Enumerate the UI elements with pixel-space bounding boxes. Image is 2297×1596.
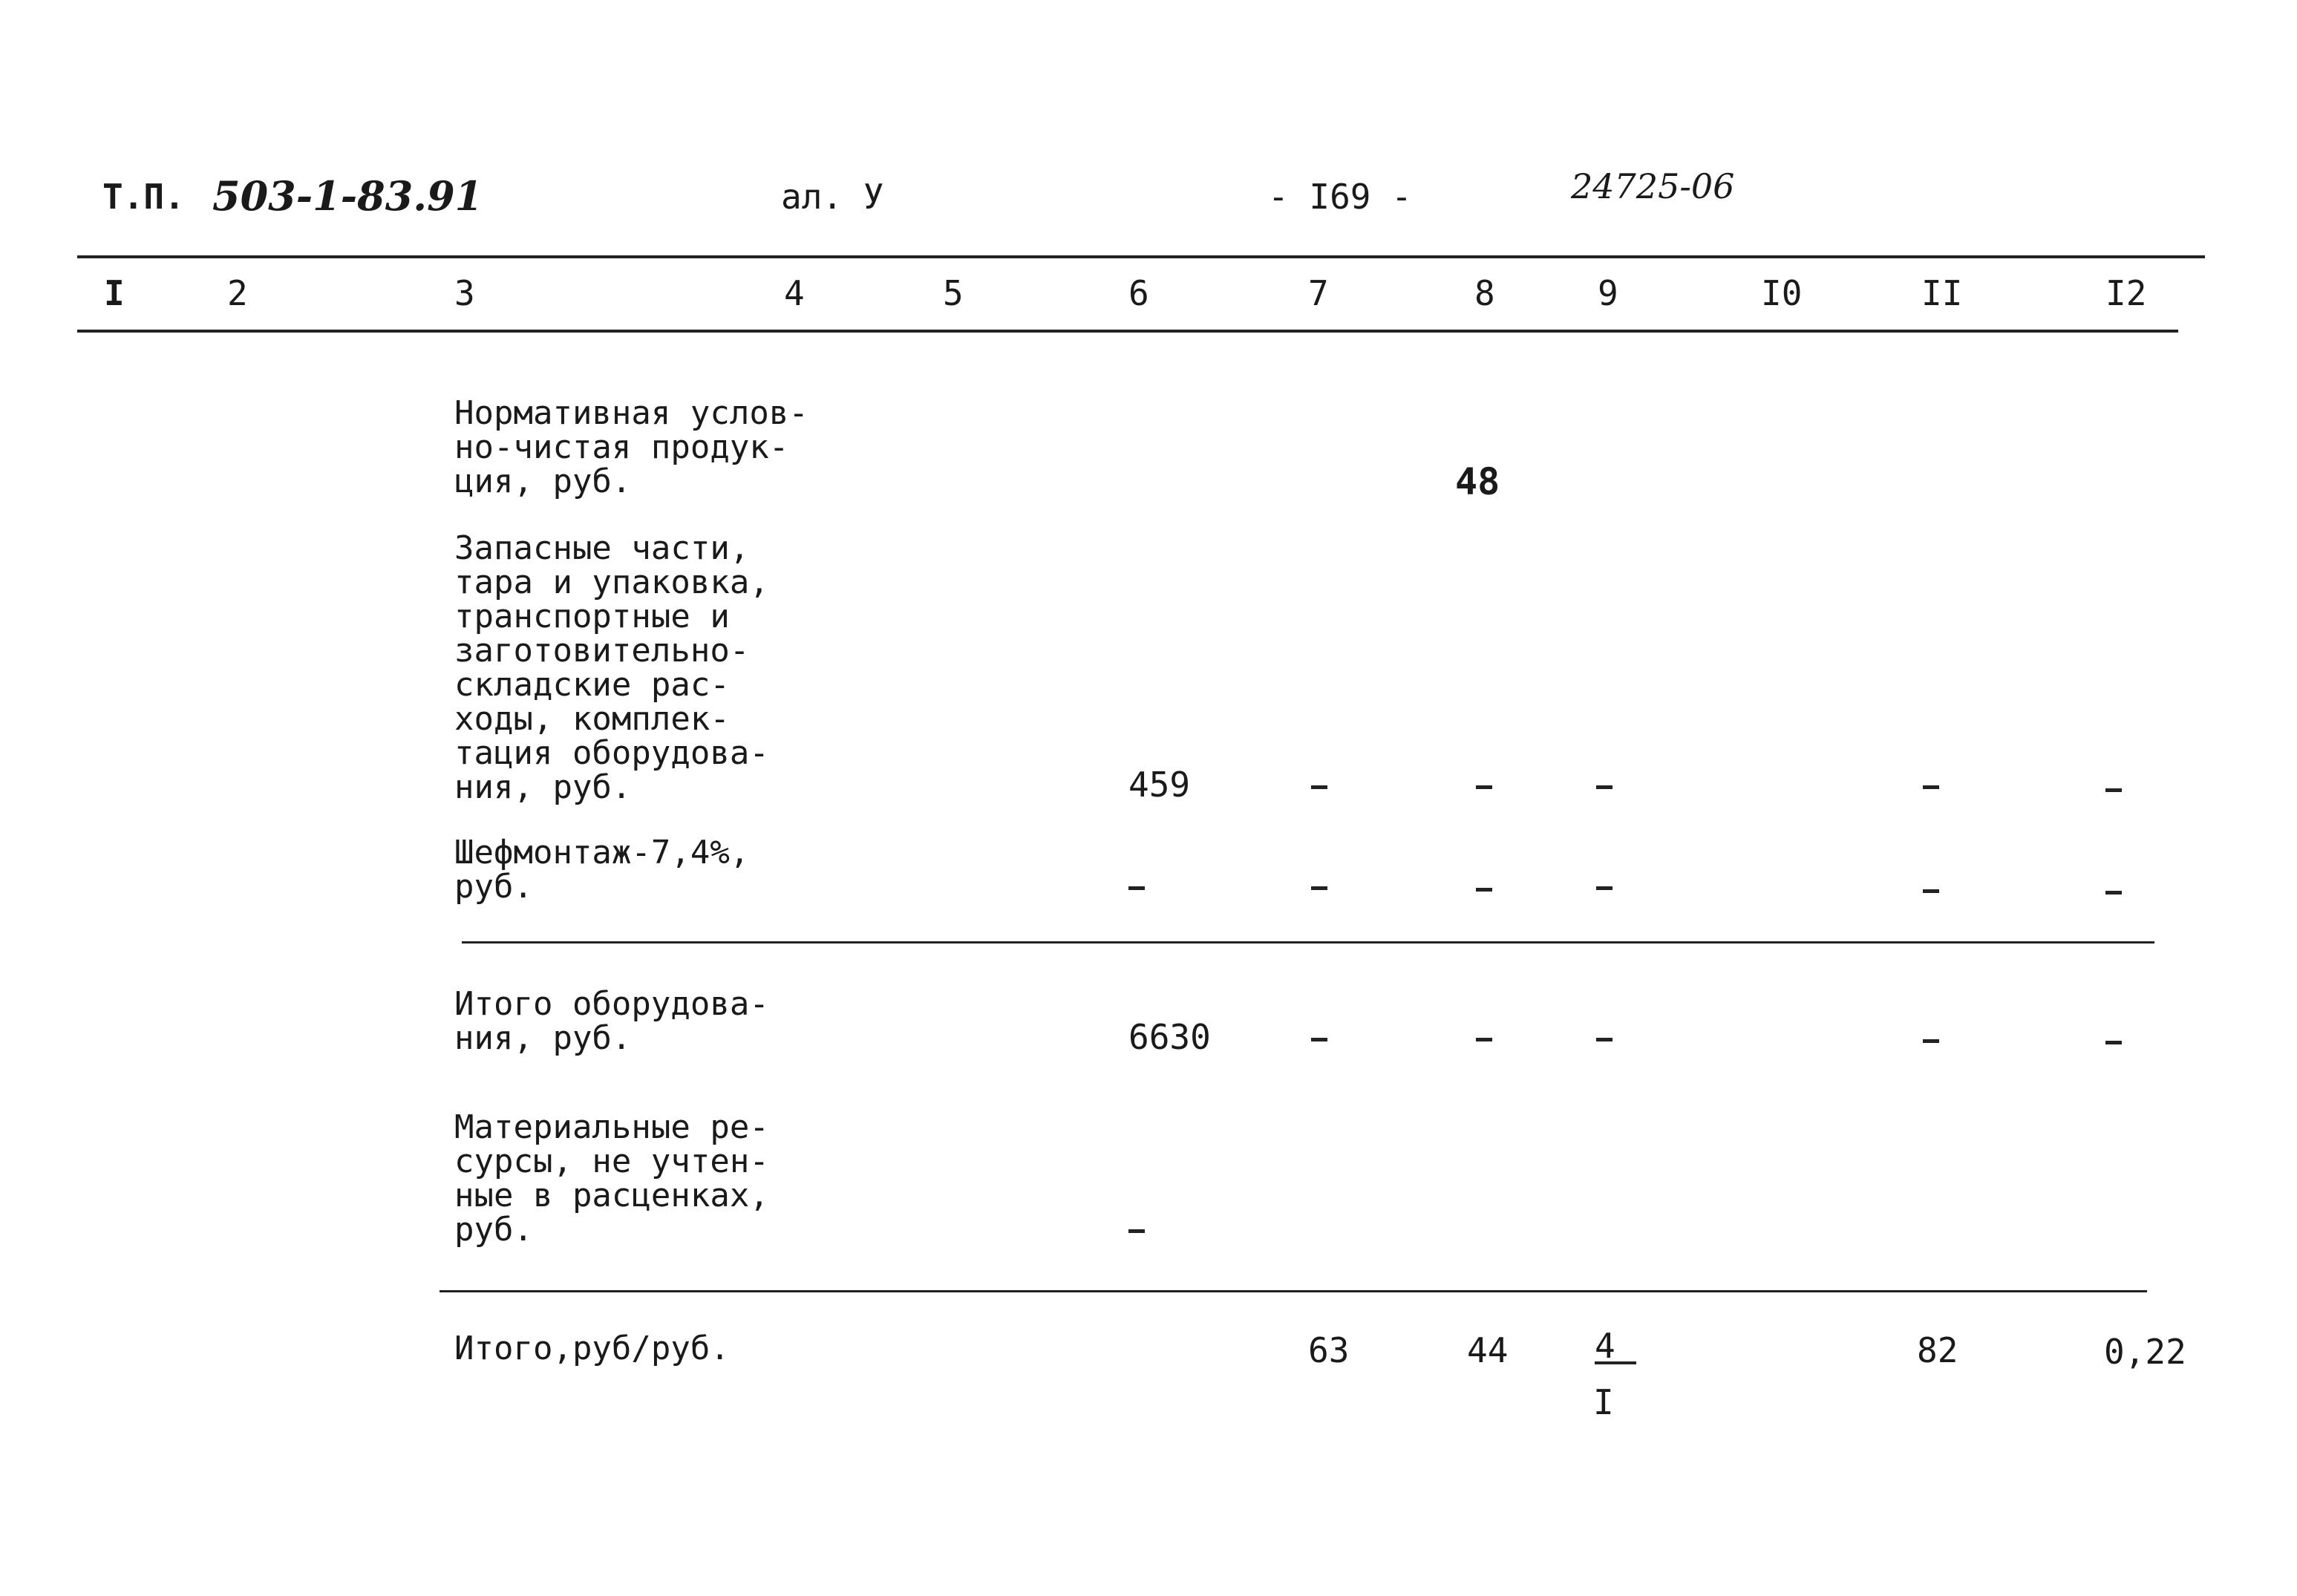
row-total-equipment-col7-dash <box>1311 1038 1327 1041</box>
col-number-3: 3 <box>454 273 475 313</box>
row-total-col8: 44 <box>1467 1330 1509 1370</box>
row-normative-col8: 48 <box>1455 460 1500 503</box>
row-total-col12: 0,22 <box>2104 1332 2186 1372</box>
row-total-equipment-col11-dash <box>1923 1039 1939 1043</box>
row-total-col7: 63 <box>1308 1330 1350 1370</box>
row-spare-parts-col8-dash <box>1476 785 1492 789</box>
row-label-normative-production: Нормативная услов- но-чистая продук- ция, руб. <box>454 394 808 500</box>
doc-code: 24725-06 <box>1571 166 1735 206</box>
page-number: - I69 - <box>1268 177 1412 217</box>
album-label: ал. У <box>781 177 884 217</box>
row-installation-col6-dash <box>1128 886 1145 890</box>
row-installation-col7-dash <box>1311 886 1327 890</box>
row-spare-parts-col12-dash <box>2105 788 2122 792</box>
col-number-9: 9 <box>1598 273 1618 313</box>
row-installation-col8-dash <box>1476 888 1492 892</box>
row-total-col9-denominator: I <box>1593 1382 1614 1422</box>
tp-prefix: Т.П. <box>102 177 185 217</box>
col-number-4: 4 <box>784 273 805 313</box>
row-label-spare-parts: Запасные части, тара и упаковка, транспортные и заготовительно- складские рас- ходы, комплек- тация оборудова- ния, руб. <box>454 529 769 806</box>
row-label-total-equipment: Итого оборудова- ния, руб. <box>454 985 769 1057</box>
col-number-7: 7 <box>1308 273 1329 313</box>
divider-rule-1 <box>462 941 2154 943</box>
row-installation-col9-dash <box>1596 886 1613 890</box>
row-installation-col12-dash <box>2105 891 2122 895</box>
row-total-col9-numerator: 4 <box>1595 1330 1636 1364</box>
col-number-12: I2 <box>2105 273 2147 313</box>
row-spare-parts-col9-dash <box>1596 785 1613 789</box>
row-label-total-rub-per-rub: Итого,руб/руб. <box>454 1330 730 1367</box>
row-total-equipment-col8-dash <box>1476 1038 1492 1041</box>
col-number-2: 2 <box>227 273 248 313</box>
row-total-equipment-col12-dash <box>2105 1041 2122 1044</box>
tp-number: 503-1-83.91 <box>212 172 483 220</box>
row-spare-parts-col6: 459 <box>1128 765 1191 805</box>
top-rule <box>77 255 2205 258</box>
row-spare-parts-col7-dash <box>1311 785 1327 789</box>
col-number-11: II <box>1921 273 1963 313</box>
divider-rule-2 <box>440 1290 2147 1292</box>
col-number-8: 8 <box>1474 273 1495 313</box>
row-total-equipment-col9-dash <box>1596 1038 1613 1041</box>
row-total-col11: 82 <box>1917 1330 1958 1370</box>
row-spare-parts-col11-dash <box>1923 785 1939 789</box>
col-number-1: I <box>104 273 125 313</box>
row-installation-col11-dash <box>1923 889 1939 893</box>
row-total-equipment-col6: 6630 <box>1128 1017 1211 1057</box>
col-number-10: I0 <box>1761 273 1803 313</box>
row-material-col6-dash <box>1128 1229 1145 1233</box>
col-number-5: 5 <box>943 273 964 313</box>
row-label-supervised-installation: Шефмонтаж-7,4%, руб. <box>454 834 750 906</box>
header-bottom-rule <box>77 330 2178 333</box>
row-label-material-resources: Материальные ре- сурсы, не учтен- ные в расценках, руб. <box>454 1108 769 1249</box>
col-number-6: 6 <box>1128 273 1149 313</box>
